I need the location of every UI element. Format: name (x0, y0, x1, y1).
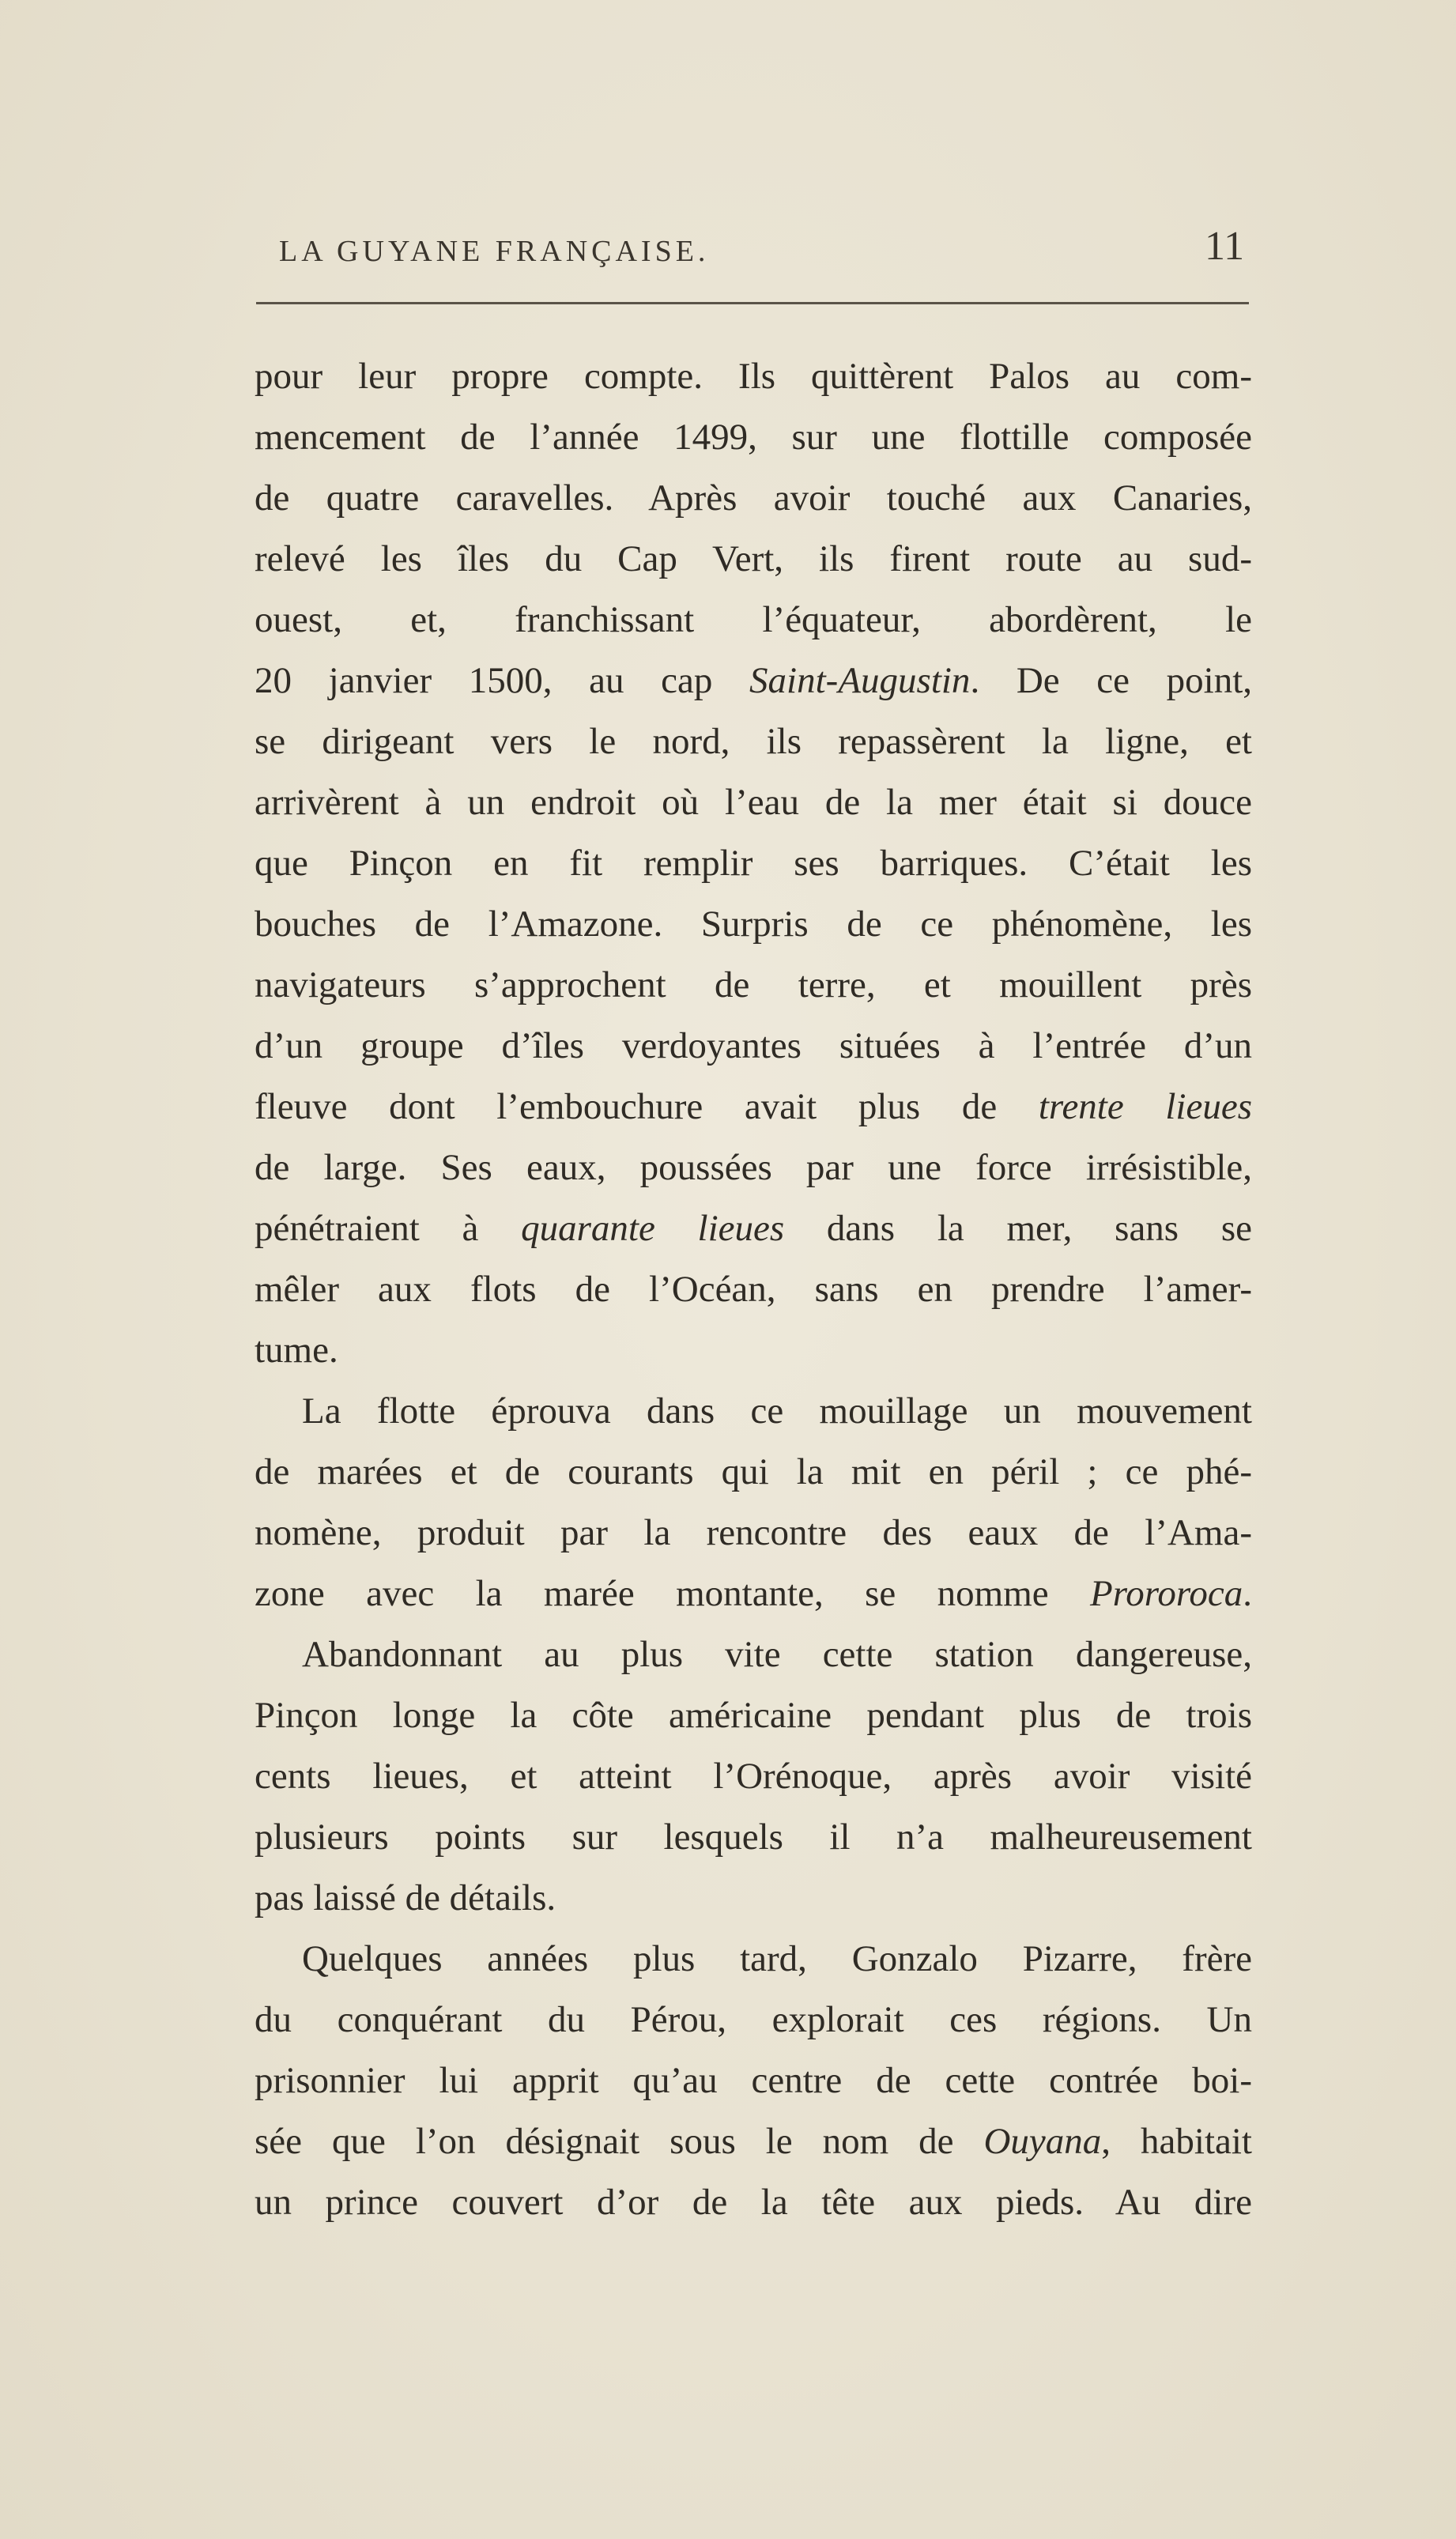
paragraph-start: La flotte éprouva dans ce mouillage un mouvement (302, 1390, 1252, 1432)
paragraph-start: Abandonnant au plus vite cette station dangereuse, (302, 1634, 1252, 1675)
text-line: cents lieues, et atteint l’Orénoque, après avoir visité (255, 1756, 1252, 1797)
line-text: sée que l’on désignait sous le nom de (255, 2121, 984, 2162)
line-text: . (1243, 1573, 1252, 1614)
text-line: plusieurs points sur lesquels il n’a malheureusement (255, 1817, 1252, 1858)
text-line: de large. Ses eaux, poussées par une force irrésistible, (255, 1147, 1252, 1188)
text-line (255, 2111, 1252, 2172)
text-line: Pinçon longe la côte américaine pendant plus de trois (255, 1695, 1252, 1736)
text-line: navigateurs s’approchent de terre, et mouillent près (255, 964, 1252, 1005)
italic-term: Prororoca (1090, 1573, 1243, 1614)
italic-measure: quarante lieues (521, 1208, 785, 1249)
text-line (255, 1077, 1252, 1137)
line-text: , habitait (1101, 2121, 1252, 2162)
text-line: pour leur propre compte. Ils quittèrent Palos au com- (255, 356, 1252, 397)
text-line (255, 1564, 1252, 1624)
text-line: de quatre caravelles. Après avoir touché aux Canaries, (255, 477, 1252, 519)
text-line: pas laissé de détails. (255, 1877, 556, 1918)
text-line: de marées et de courants qui la mit en péril ; ce phé- (255, 1451, 1252, 1492)
line-text: 20 janvier 1500, au cap (255, 660, 750, 701)
line-text: pénétraient à (255, 1208, 522, 1249)
text-line: du conquérant du Pérou, explorait ces régions. Un (255, 1999, 1252, 2040)
italic-place-name: Saint-Augustin (749, 660, 971, 701)
text-line: un prince couvert d’or de la tête aux pieds. Au dire (255, 2182, 1252, 2223)
line-text: . De ce point, (970, 660, 1252, 701)
header-rule (256, 302, 1249, 304)
page-number: 11 (1205, 224, 1245, 269)
italic-measure: trente lieues (1038, 1086, 1252, 1127)
line-text: dans la mer, sans se (784, 1208, 1252, 1249)
text-line: nomène, produit par la rencontre des eaux de l’Ama- (255, 1512, 1252, 1553)
text-line (255, 651, 1252, 711)
text-line: ouest, et, franchissant l’équateur, abordèrent, le (255, 599, 1252, 640)
text-line: tume. (255, 1330, 338, 1371)
text-line: arrivèrent à un endroit où l’eau de la mer était si douce (255, 782, 1252, 823)
text-line: se dirigeant vers le nord, ils repassèrent la ligne, et (255, 721, 1252, 762)
text-line: prisonnier lui apprit qu’au centre de cette contrée boi- (255, 2060, 1252, 2101)
text-line: que Pinçon en fit remplir ses barriques. C’était les (255, 843, 1252, 884)
text-line: d’un groupe d’îles verdoyantes situées à l’entrée d’un (255, 1025, 1252, 1066)
body-text (255, 346, 1252, 2233)
text-line: mêler aux flots de l’Océan, sans en prendre l’amer- (255, 1269, 1252, 1310)
text-line: mencement de l’année 1499, sur une flottille composée (255, 417, 1252, 458)
text-line (255, 1198, 1252, 1259)
line-text: zone avec la marée montante, se nomme (255, 1573, 1091, 1614)
paragraph-start: Quelques années plus tard, Gonzalo Pizarre, frère (302, 1938, 1252, 1979)
italic-place-name: Ouyana (983, 2121, 1102, 2162)
line-text: fleuve dont l’embouchure avait plus de (255, 1086, 1039, 1127)
running-title: LA GUYANE FRANÇAISE. (279, 235, 710, 268)
text-line: relevé les îles du Cap Vert, ils firent route au sud- (255, 538, 1252, 579)
text-line: bouches de l’Amazone. Surpris de ce phénomène, les (255, 904, 1252, 945)
